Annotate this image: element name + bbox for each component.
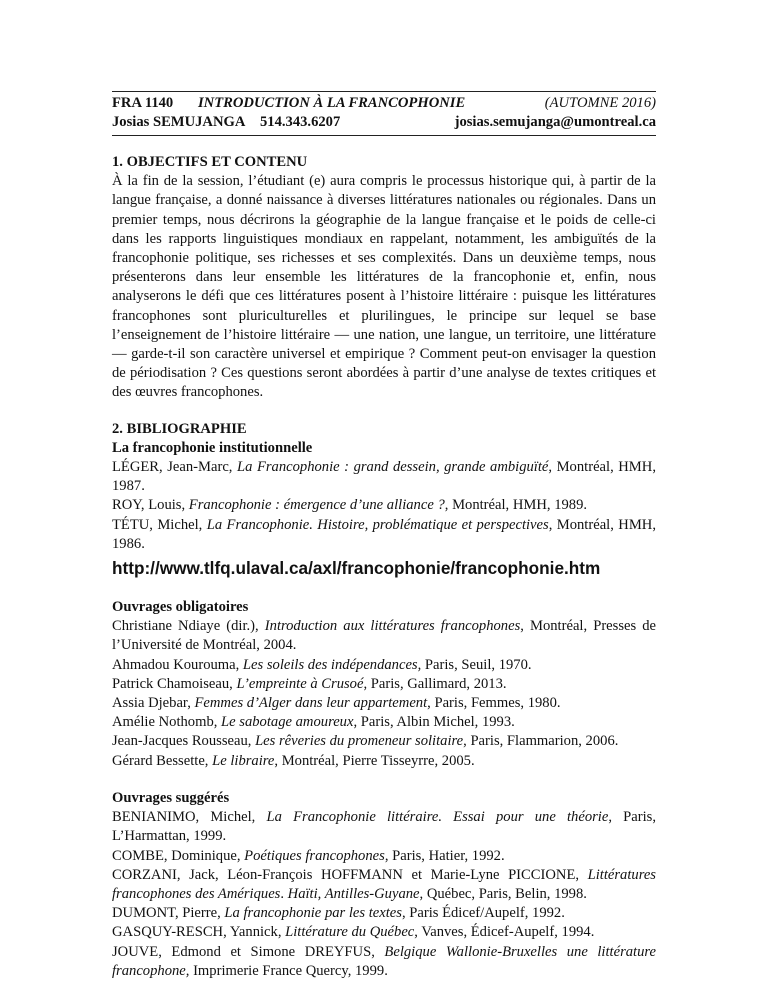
header-row-course — [112, 94, 656, 113]
section-2-title: 2. BIBLIOGRAPHIE — [112, 420, 247, 437]
reference-item: Assia Djebar, Femmes d’Alger dans leur appartement, Paris, Femmes, 1980. — [112, 695, 561, 712]
header-row-instructor — [112, 113, 656, 132]
reference-item: Christiane Ndiaye (dir.), Introduction aux littératures francophones, Montréal, Presses de l’Université de Montréal, 2004. — [112, 618, 657, 654]
reference-item: COMBE, Dominique, Poétiques francophones, Paris, Hatier, 1992. — [112, 847, 505, 864]
document-page — [112, 0, 656, 981]
instructor-name: Josias SEMUJANGA — [112, 114, 246, 130]
reference-item: ROY, Louis, Francophonie : émergence d’une alliance ?, Montréal, HMH, 1989. — [112, 497, 588, 514]
reference-item: BENIANIMO, Michel, La Francophonie littéraire. Essai pour une théorie, Paris, L’Harmattan, 1999. — [112, 809, 656, 845]
francophonie-link[interactable]: http://www.tlfq.ulaval.ca/axl/francophonie/francophonie.htm — [112, 558, 601, 579]
section-1-text: À la fin de la session, l’étudiant (e) aura compris le processus historique qui, à partir de la langue française, a donné naissance à diverses littératures nationales ou régionales. Dans un premier temps, nous décrirons la géographie de la langue française et le poids de celle-ci dans les rapports linguistiques mondiaux en rappelant, notamment, les ambiguïtés de la francophonie politique, ses richesses et ses complexités. Dans un deuxième temps, nous présenterons dans leur ensemble les littératures de la francophonie et, enfin, nous analyserons le défi que ces littératures posent à l’histoire littéraire : puisque les littératures francophones sont pluriculturelles et plurilingues, le principe sur lequel se base l’enseignement de l’histoire littéraire — une nation, une langue, un territoire, une littérature — garde-t-il son caractère universel et empirique ? Comment peut-on envisager la question de périodisation ? Ces questions seront abordées à partir d’une analyse de textes critiques et des œuvres francophones. — [112, 173, 656, 401]
section-1-title: 1. OBJECTIFS ET CONTENU — [112, 154, 308, 170]
reference-item: Jean-Jacques Rousseau, Les rêveries du promeneur solitaire, Paris, Flammarion, 2006. — [112, 733, 619, 750]
reference-item: CORZANI, Jack, Léon-François HOFFMANN et Marie-Lyne PICCIONE, Littératures francophones des Amériques. Haïti, Antilles-Guyane, Québec, Paris, Belin, 1998. — [112, 866, 656, 902]
reference-item: GASQUY-RESCH, Yannick, Littérature du Québec, Vanves, Édicef-Aupelf, 1994. — [112, 924, 595, 941]
reference-item: Gérard Bessette, Le libraire, Montréal, Pierre Tisseyrre, 2005. — [112, 752, 475, 769]
subheading-required: Ouvrages obligatoires — [112, 599, 249, 616]
reference-item: LÉGER, Jean-Marc, La Francophonie : grand dessein, grande ambiguïté, Montréal, HMH, 1987. — [112, 459, 656, 495]
reference-item: TÉTU, Michel, La Francophonie. Histoire, problématique et perspectives, Montréal, HMH, 1986. — [112, 516, 656, 552]
reference-item: Amélie Nothomb, Le sabotage amoureux, Paris, Albin Michel, 1993. — [112, 714, 515, 731]
subheading-institutional: La francophonie institutionnelle — [112, 439, 313, 456]
course-term: (AUTOMNE 2016) — [544, 95, 656, 111]
instructor-email[interactable]: josias.semujanga@umontreal.ca — [454, 114, 656, 130]
course-header — [112, 91, 656, 136]
subheading-suggested: Ouvrages suggérés — [112, 789, 230, 806]
course-code: FRA 1140 — [112, 95, 174, 111]
reference-item: DUMONT, Pierre, La francophonie par les textes, Paris Édicef/Aupelf, 1992. — [112, 905, 565, 922]
instructor-phone: 514.343.6207 — [260, 114, 341, 130]
course-title: INTRODUCTION À LA FRANCOPHONIE — [198, 95, 466, 111]
reference-item: JOUVE, Edmond et Simone DREYFUS, Belgique Wallonie-Bruxelles une littérature francophone, Imprimerie France Quercy, 1999. — [112, 943, 657, 979]
reference-item: Ahmadou Kourouma, Les soleils des indépendances, Paris, Seuil, 1970. — [112, 656, 532, 673]
reference-item: Patrick Chamoiseau, L’empreinte à Crusoé, Paris, Gallimard, 2013. — [112, 675, 507, 692]
